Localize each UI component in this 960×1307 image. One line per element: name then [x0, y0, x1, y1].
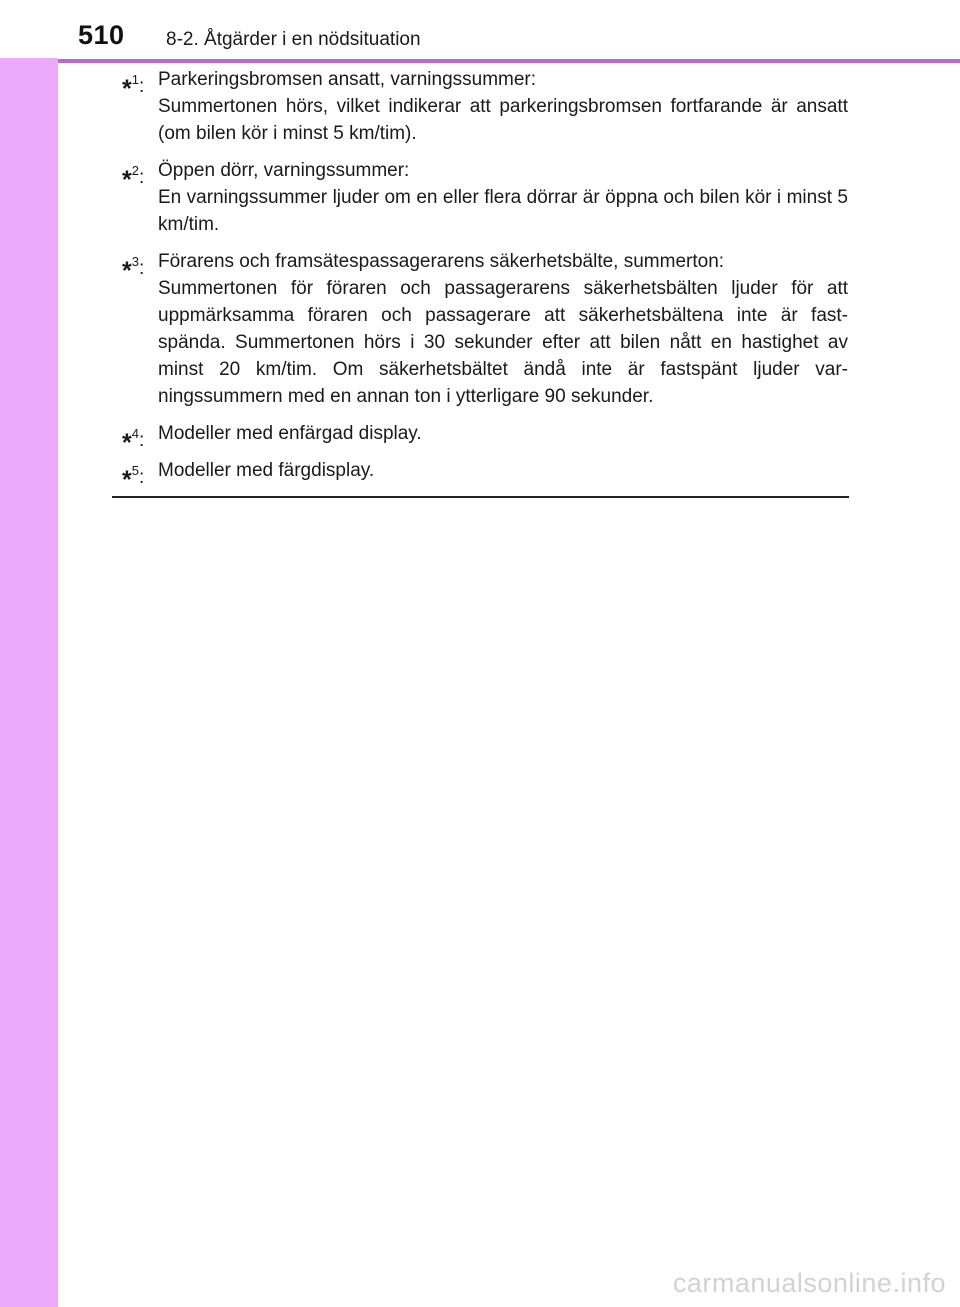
footnote-text: Summertonen för föraren och passagerarens säkerhetsbälten ljuder för att uppmärksamma föraren och passagerare att säkerhetsbältena inte är fast-spända. Summertonen hörs i 30 sekunder efter att bilen nått en hastighet av minst 20 km/tim. Om säkerhetsbältet ändå inte är fastspänt ljuder var-ningssummern med en annan ton i ytterligare 90 sekunder.	[158, 278, 848, 407]
section-end-divider	[112, 496, 849, 498]
footnote-marker: *$^5$:	[122, 463, 145, 494]
footnote-title: Modeller med färgdisplay.	[158, 460, 375, 481]
page-header	[0, 0, 960, 58]
footnote-marker: *$^2$:	[122, 163, 145, 194]
asterisk-icon: *	[122, 257, 132, 285]
footnote-marker: *$^4$:	[122, 426, 145, 457]
footnote-list	[118, 66, 848, 494]
footnote-4	[118, 420, 848, 457]
footnote-text: Summertonen hörs, vilket indikerar att parkeringsbromsen fortfarande är ansatt (om bilen kör i minst 5 km/tim).	[158, 96, 848, 144]
footnote-number: 1	[131, 72, 139, 87]
asterisk-icon: *	[122, 166, 132, 194]
footnote-5	[118, 457, 848, 494]
footnote-title: Förarens och framsätespassagerarens säkerhetsbälte, summerton:	[158, 251, 725, 272]
asterisk-icon: *	[122, 429, 132, 457]
footnote-marker: *$^1$:	[122, 72, 145, 103]
footnote-title: Öppen dörr, varningssummer:	[158, 160, 410, 181]
footnote-number: 4	[131, 426, 139, 441]
footnote-number: 5	[131, 463, 139, 478]
footnote-text: En varningssummer ljuder om en eller flera dörrar är öppna och bilen kör i minst 5 km/tim.	[158, 187, 848, 235]
page-number: 510	[78, 20, 125, 50]
asterisk-icon: *	[122, 466, 132, 494]
watermark: carmanualsonline.info	[672, 1268, 946, 1298]
footnote-3	[118, 248, 848, 410]
asterisk-icon: *	[122, 75, 132, 103]
header-divider	[58, 59, 960, 63]
footnote-title: Parkeringsbromsen ansatt, varningssummer:	[158, 69, 537, 90]
footnote-title: Modeller med enfärgad display.	[158, 423, 422, 444]
footnote-number: 3	[131, 254, 139, 269]
footnote-marker: *$^3$:	[122, 254, 145, 285]
section-title: 8-2. Åtgärder i en nödsituation	[166, 29, 421, 50]
chapter-side-bar	[0, 0, 58, 1307]
footnote-number: 2	[131, 163, 139, 178]
footnote-1	[118, 66, 848, 147]
footnote-2	[118, 157, 848, 238]
